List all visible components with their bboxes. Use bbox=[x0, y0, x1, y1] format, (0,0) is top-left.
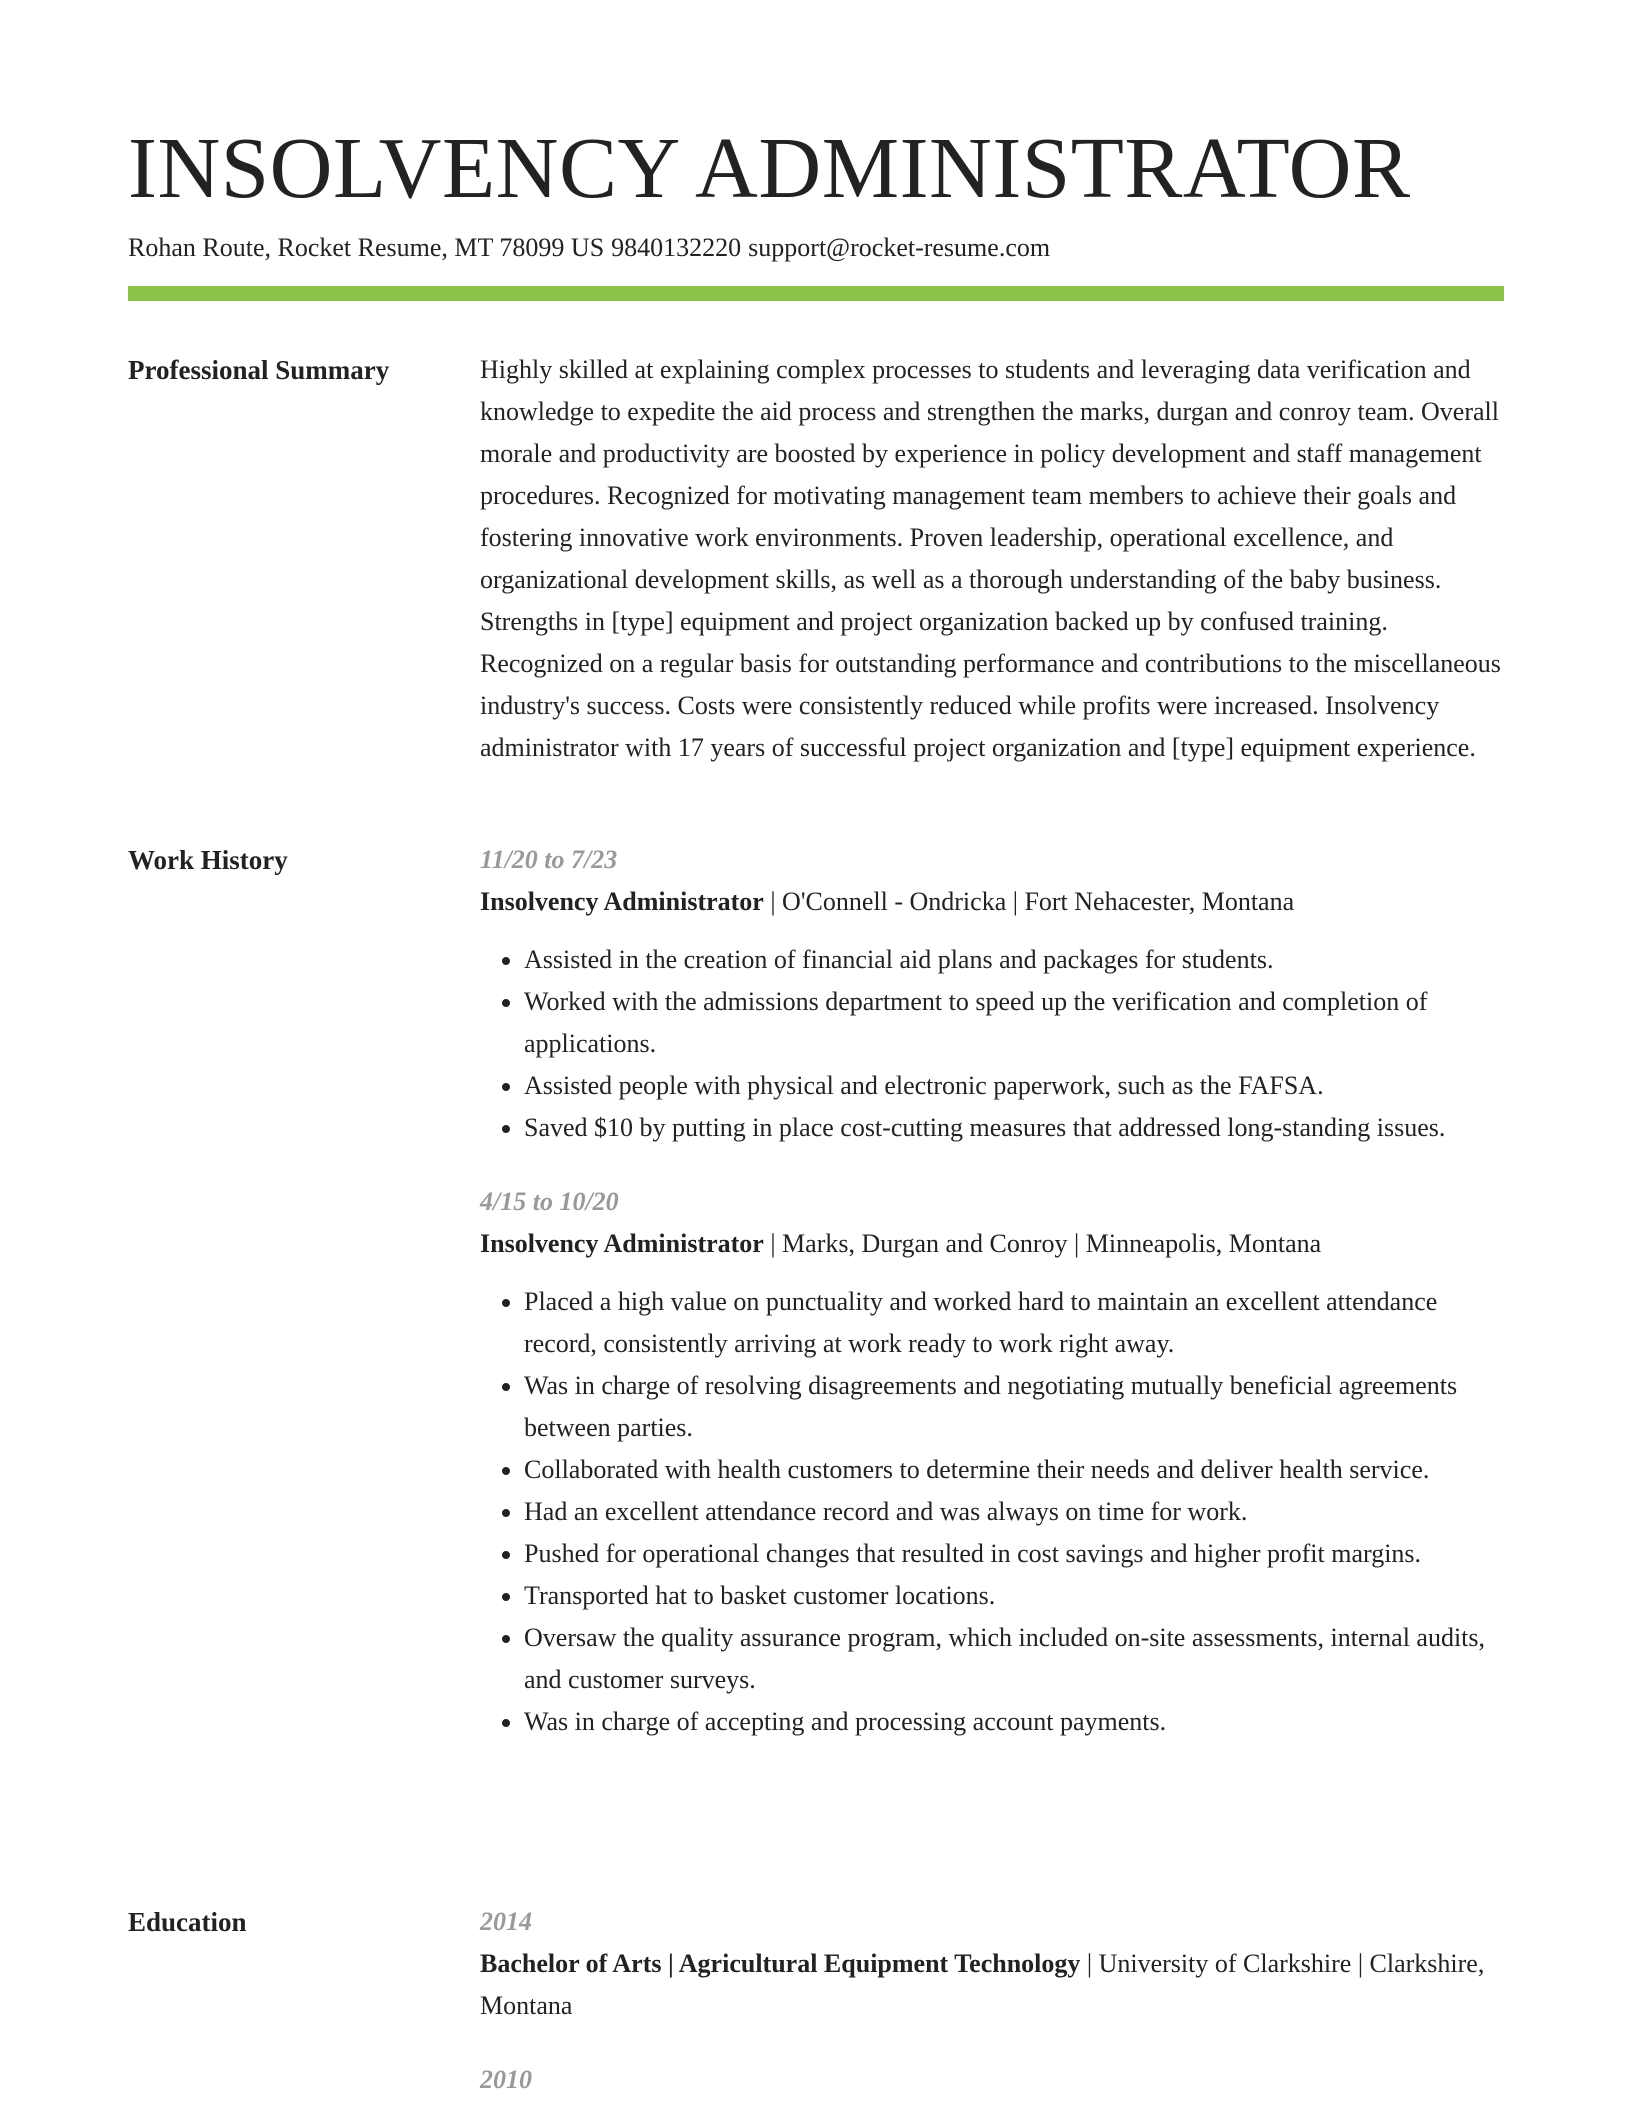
list-item: • Placed a high value on punctuality and worked hard to maintain an excellent attendance record, consistently arriving at work ready to work right away. bbox=[524, 1281, 1504, 1365]
job-bullets bbox=[480, 1281, 1504, 1743]
header-divider bbox=[128, 286, 1504, 301]
job-bullets bbox=[480, 939, 1504, 1149]
contact-email: support@rocket-resume.com bbox=[748, 233, 1051, 262]
job-entry bbox=[480, 839, 1504, 1149]
list-item: • Assisted people with physical and electronic paperwork, such as the FAFSA. bbox=[524, 1065, 1504, 1107]
work-history-body bbox=[480, 839, 1504, 1743]
job-dates: 4/15 to 10/20 bbox=[480, 1187, 619, 1216]
education-title: Education bbox=[128, 1907, 247, 1937]
list-item: • Assisted in the creation of financial aid plans and packages for students. bbox=[524, 939, 1504, 981]
education-details: | University of Clarkshire | Clarkshire, Montana bbox=[480, 1949, 1485, 2020]
summary-body bbox=[480, 349, 1504, 769]
job-role: Insolvency Administrator bbox=[480, 887, 764, 916]
job-details: | Marks, Durgan and Conroy | Minneapolis, Montana bbox=[763, 1229, 1322, 1258]
summary-text: Highly skilled at explaining complex processes to students and leveraging data verification and knowledge to expedite the aid process and strengthen the marks, durgan and conroy team. Overall morale and productivity are boosted by experience in policy development and staff management procedures. Recognized for motivating management team members to achieve their goals and fostering innovative work environments. Proven leadership, operational excellence, and organizational development skills, as well as a thorough understanding of the baby business. Strengths in [type] equipment and project organization backed up by confused training. Recognized on a regular basis for outstanding performance and contributions to the miscellaneous industry's success. Costs were consistently reduced while profits were increased. Insolvency administrator with 17 years of successful project organization and [type] equipment experience. bbox=[480, 355, 1501, 762]
contact-line bbox=[128, 230, 1050, 266]
job-heading bbox=[480, 881, 1504, 923]
job-role: Insolvency Administrator bbox=[480, 1229, 764, 1258]
education-degree: Bachelor of Arts | Agricultural Equipment Technology bbox=[480, 1949, 1081, 1978]
education-year: 2014 bbox=[480, 1907, 532, 1936]
list-item: • Was in charge of resolving disagreements and negotiating mutually beneficial agreements between parties. bbox=[524, 1365, 1504, 1449]
job-entry bbox=[480, 1181, 1504, 1743]
list-item: • Pushed for operational changes that resulted in cost savings and higher profit margins. bbox=[524, 1533, 1504, 1575]
list-item: • Was in charge of accepting and processing account payments. bbox=[524, 1701, 1504, 1743]
list-item: • Saved $10 by putting in place cost-cutting measures that addressed long-standing issues. bbox=[524, 1107, 1504, 1149]
education-heading bbox=[480, 1943, 1504, 2027]
job-heading bbox=[480, 1223, 1504, 1265]
education-entry bbox=[480, 1901, 1504, 2027]
contact-address: Rohan Route, Rocket Resume, MT 78099 US bbox=[128, 233, 605, 262]
list-item: • Had an excellent attendance record and was always on time for work. bbox=[524, 1491, 1504, 1533]
list-item: • Worked with the admissions department to speed up the verification and completion of applications. bbox=[524, 981, 1504, 1065]
education-body bbox=[480, 1901, 1504, 2101]
education-entry bbox=[480, 2059, 1504, 2101]
resume-name: INSOLVENCY ADMINISTRATOR bbox=[128, 119, 1411, 216]
list-item: • Transported hat to basket customer locations. bbox=[524, 1575, 1504, 1617]
list-item: • Oversaw the quality assurance program, which included on-site assessments, internal audits, and customer surveys. bbox=[524, 1617, 1504, 1701]
contact-phone: 9840132220 bbox=[611, 233, 742, 262]
education-year: 2010 bbox=[480, 2065, 532, 2094]
job-dates: 11/20 to 7/23 bbox=[480, 845, 618, 874]
work-history-title: Work History bbox=[128, 845, 288, 875]
job-details: | O'Connell - Ondricka | Fort Nehacester, Montana bbox=[763, 887, 1295, 916]
list-item: • Collaborated with health customers to determine their needs and deliver health service. bbox=[524, 1449, 1504, 1491]
summary-title: Professional Summary bbox=[128, 355, 390, 385]
